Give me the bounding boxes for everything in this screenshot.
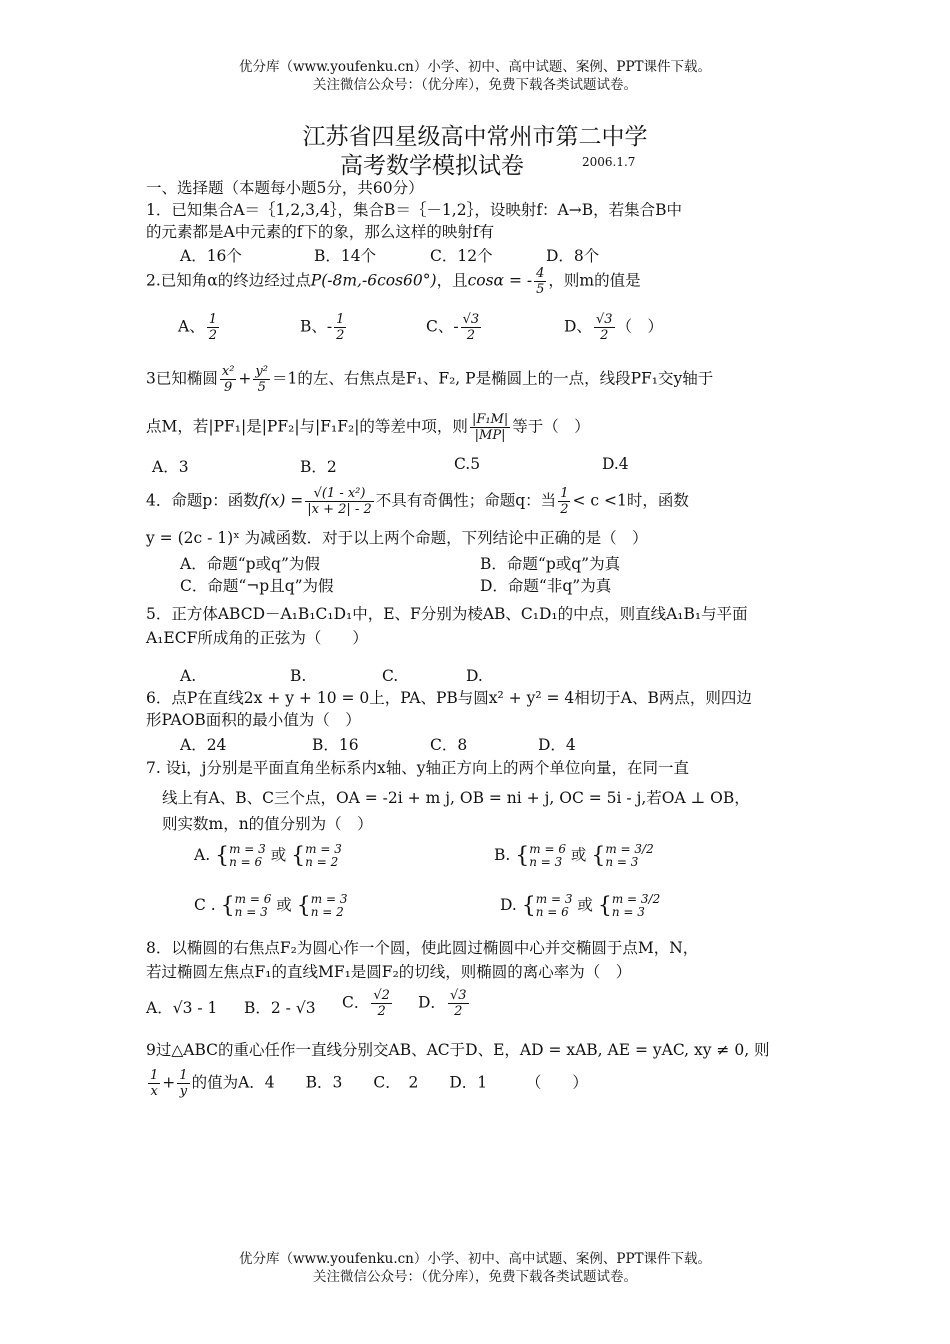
q6-option-c: C．8 — [430, 736, 468, 754]
q9-line-2: $\frac{1}{x}$ + $\frac{1}{y}$ 的值为A．4 B．3 C． 2 D．1 （ ） — [150, 1068, 588, 1099]
q7-option-b: B. {m = 6 n = 3 或 {m = 3/2 n = 3 — [494, 842, 654, 869]
q2-option-d: D、 $\frac{√3}{2}$ （ ） — [564, 312, 664, 343]
q6-line-1: 6．点P在直线2x + y + 10 = 0上，PA、PB与圆x² + y² = 4相切于A、B两点，则四边 — [146, 689, 752, 707]
q4-option-d: D．命题“非q”为真 — [480, 577, 612, 595]
q4-option-a: A．命题“p或q”为假 — [180, 555, 320, 573]
q4-line-2: y = (2c - 1)ˣ 为减函数．对于以上两个命题，下列结论中正确的是（ ） — [146, 529, 648, 547]
q8-option-c: C． $\frac{√2}{2}$ — [342, 988, 390, 1019]
q8-line-2: 若过椭圆左焦点F₁的直线MF₁是圆F₂的切线，则椭圆的离心率为（ ） — [146, 963, 632, 981]
q1-option-d: D．8个 — [546, 247, 600, 265]
q3-option-b: B．2 — [300, 458, 337, 476]
q8-option-a: A．√3 - 1 — [146, 999, 218, 1017]
q6-option-a: A．24 — [180, 736, 227, 754]
q1-option-a: A．16个 — [180, 247, 242, 265]
exam-date: 2006.1.7 — [582, 155, 636, 169]
q1-line-1: 1．已知集合A＝｛1,2,3,4｝，集合B＝｛－1,2｝，设映射f：A→B，若集合B中 — [146, 201, 683, 219]
q2-post: ，则m的值是 — [548, 271, 641, 290]
q7-line-2: 线上有A、B、C三个点，OA = -2i + m j, OB = ni + j, OC = 5i - j,若OA ⊥ OB， — [162, 789, 750, 807]
q7-option-a: A. {m = 3 n = 6 或 {m = 3 n = 2 — [194, 842, 342, 869]
q5-option-d: D. — [466, 667, 483, 685]
q2-cos: cosα = - — [467, 271, 533, 290]
q9-line-1: 9过△ABC的重心任作一直线分别交AB、AC于D、E，AD = xAB, AE = yAC, xy ≠ 0, 则 — [146, 1041, 770, 1059]
q5-line-1: 5．正方体ABCD－A₁B₁C₁D₁中，E、F分别为棱AB、C₁D₁的中点，则直线A₁B₁与平面 — [146, 605, 748, 623]
q3-option-a: A．3 — [152, 458, 189, 476]
q1-line-2: 的元素都是A中元素的f下的象，那么这样的映射f有 — [146, 223, 495, 241]
q2-pre: 2.已知角α的终边经过点 — [146, 271, 311, 290]
q7-option-d: D. {m = 3 n = 6 或 {m = 3/2 n = 3 — [500, 892, 661, 919]
q1-option-c: C．12个 — [430, 247, 493, 265]
exam-title: 高考数学模拟试卷 — [340, 153, 524, 179]
q5-line-2: A₁ECF所成角的正弦为（ ） — [146, 629, 368, 647]
q2-option-c: C、- $\frac{√3}{2}$ — [426, 312, 480, 343]
q1-option-b: B．14个 — [314, 247, 377, 265]
school-title: 江苏省四星级高中常州市第二中学 — [302, 124, 648, 150]
q3-line-1: 3已知椭圆 $\frac{\text{x²}}{9}$ + $\frac{\text{y²}}{5}$ ＝1的左、右焦点是F₁、F₂, P是椭圆上的一点，线段PF₁交y轴于 — [146, 364, 714, 395]
q3-option-d: D.4 — [602, 455, 629, 473]
q2-stem — [146, 266, 641, 297]
header-line-2: 关注微信公众号：（优分库），免费下载各类试题试卷。 — [313, 77, 637, 93]
q4-option-b: B．命题“p或q”为真 — [480, 555, 621, 573]
header-line-1: 优分库（www.youfenku.cn）小学、初中、高中试题、案例、PPT课件下载。 — [238, 59, 712, 75]
q2-option-a: A、 $\frac{1}{2}$ — [178, 312, 217, 343]
section-heading: 一、选择题（本题每小题5分，共60分） — [146, 179, 424, 197]
q7-line-3: 则实数m，n的值分别为（ ） — [162, 815, 373, 833]
footer-line-1: 优分库（www.youfenku.cn）小学、初中、高中试题、案例、PPT课件下载。 — [238, 1251, 712, 1267]
q7-option-c: C . {m = 6 n = 3 或 {m = 3 n = 2 — [194, 892, 348, 919]
q2-cos-fraction: $\frac{4}{5}$ — [536, 266, 545, 297]
q3-line-2: 点M，若|PF₁|是|PF₂|与|F₁F₂|的等差中项，则 $\frac{\text{|F₁M|}}{|MP|}$ 等于（ ） — [146, 412, 590, 443]
q7-line-1: 7. 设i，j分别是平面直角坐标系内x轴、y轴正方向上的两个单位向量，在同一直 — [146, 759, 689, 777]
footer-line-2: 关注微信公众号：（优分库），免费下载各类试题试卷。 — [313, 1269, 637, 1285]
q5-option-a: A. — [180, 667, 197, 685]
q4-line-1: 4．命题p：函数f(x) = $\frac{\text{√(1 - x²)}}{|x + 2| - 2}$ 不具有奇偶性；命题q：当 $\frac{1}{2}$ < c <1时，函数 — [146, 486, 689, 517]
q8-line-1: 8．以椭圆的右焦点F₂为圆心作一个圆，使此圆过椭圆中心并交椭圆于点M，N， — [146, 939, 699, 957]
q2-point: P(-8m,-6cos60°) — [310, 271, 437, 290]
q6-option-b: B．16 — [312, 736, 359, 754]
q2-option-b: B、- $\frac{1}{2}$ — [300, 312, 345, 343]
q8-option-d: D． $\frac{√3}{2}$ — [418, 988, 467, 1019]
q6-option-d: D．4 — [538, 736, 576, 754]
q4-option-c: C．命题“¬p且q”为假 — [180, 577, 334, 595]
q5-option-c: C. — [382, 667, 399, 685]
q2-mid: ，且 — [436, 271, 468, 290]
q5-option-b: B. — [290, 667, 307, 685]
q3-option-c: C.5 — [454, 455, 481, 473]
q6-line-2: 形PAOB面积的最小值为（ ） — [146, 711, 361, 729]
q8-option-b: B．2 - √3 — [244, 999, 316, 1017]
